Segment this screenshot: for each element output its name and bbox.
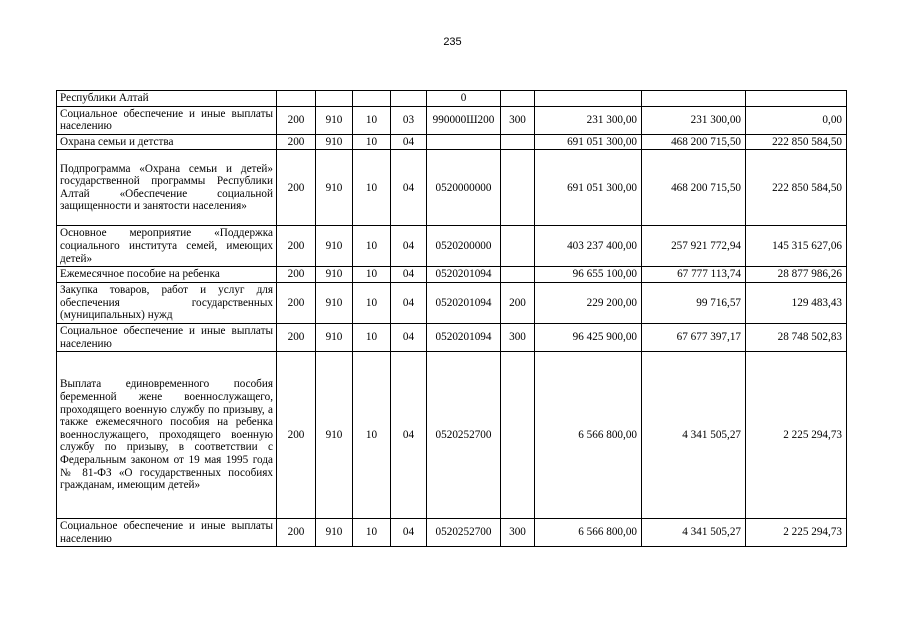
section-code: 10: [353, 519, 391, 547]
subsection-code: 04: [391, 134, 427, 150]
target-code: 0: [427, 91, 501, 107]
target-code: 0520201094: [427, 323, 501, 351]
section-code: 10: [353, 282, 391, 323]
executed-amount: 67 677 397,17: [642, 323, 746, 351]
remaining-amount: 28 877 986,26: [746, 267, 847, 283]
executed-amount: 257 921 772,94: [642, 226, 746, 267]
approved-amount: 6 566 800,00: [535, 519, 642, 547]
row-name: Республики Алтай: [57, 91, 277, 107]
approved-amount: 403 237 400,00: [535, 226, 642, 267]
dept-code: [316, 91, 353, 107]
table-row: [57, 519, 847, 547]
approved-amount: 691 051 300,00: [535, 150, 642, 226]
subsection-code: 04: [391, 352, 427, 519]
section-code: 10: [353, 226, 391, 267]
expense-type: [501, 150, 535, 226]
row-name: Основное мероприятие «Поддержка социального института семей, имеющих детей»: [57, 226, 277, 267]
target-code: 990000Ш200: [427, 106, 501, 134]
table-row: [57, 226, 847, 267]
dept-code: 910: [316, 519, 353, 547]
executed-amount: 67 777 113,74: [642, 267, 746, 283]
target-code: 0520200000: [427, 226, 501, 267]
approved-amount: 96 655 100,00: [535, 267, 642, 283]
admin-code: 200: [277, 226, 316, 267]
approved-amount: 6 566 800,00: [535, 352, 642, 519]
approved-amount: 231 300,00: [535, 106, 642, 134]
dept-code: 910: [316, 106, 353, 134]
expense-type: [501, 267, 535, 283]
expense-type: 300: [501, 106, 535, 134]
row-name: Подпрограмма «Охрана семьи и детей» государственной программы Республики Алтай «Обеспечение социальной защищенности и занятости населения»: [57, 150, 277, 226]
row-name: Социальное обеспечение и иные выплаты населению: [57, 106, 277, 134]
table-body: [57, 91, 847, 547]
remaining-amount: 222 850 584,50: [746, 134, 847, 150]
row-name: Социальное обеспечение и иные выплаты населению: [57, 323, 277, 351]
dept-code: 910: [316, 352, 353, 519]
executed-amount: 468 200 715,50: [642, 150, 746, 226]
admin-code: [277, 91, 316, 107]
target-code: 0520000000: [427, 150, 501, 226]
table-row: [57, 91, 847, 107]
remaining-amount: 129 483,43: [746, 282, 847, 323]
table-row: [57, 150, 847, 226]
executed-amount: 4 341 505,27: [642, 352, 746, 519]
subsection-code: 04: [391, 519, 427, 547]
target-code: 0520201094: [427, 267, 501, 283]
remaining-amount: 2 225 294,73: [746, 352, 847, 519]
expense-type: [501, 226, 535, 267]
target-code: 0520252700: [427, 352, 501, 519]
remaining-amount: 28 748 502,83: [746, 323, 847, 351]
section-code: 10: [353, 106, 391, 134]
subsection-code: 04: [391, 323, 427, 351]
admin-code: 200: [277, 134, 316, 150]
section-code: 10: [353, 134, 391, 150]
subsection-code: 04: [391, 150, 427, 226]
admin-code: 200: [277, 282, 316, 323]
remaining-amount: 222 850 584,50: [746, 150, 847, 226]
row-name: Закупка товаров, работ и услуг для обеспечения государственных (муниципальных) нужд: [57, 282, 277, 323]
executed-amount: 4 341 505,27: [642, 519, 746, 547]
expense-type: [501, 134, 535, 150]
admin-code: 200: [277, 106, 316, 134]
subsection-code: 04: [391, 282, 427, 323]
admin-code: 200: [277, 323, 316, 351]
table-row: [57, 267, 847, 283]
subsection-code: 04: [391, 226, 427, 267]
target-code: [427, 134, 501, 150]
remaining-amount: 2 225 294,73: [746, 519, 847, 547]
expense-type: [501, 91, 535, 107]
dept-code: 910: [316, 226, 353, 267]
budget-table: [56, 90, 847, 547]
row-name: Ежемесячное пособие на ребенка: [57, 267, 277, 283]
section-code: 10: [353, 323, 391, 351]
admin-code: 200: [277, 352, 316, 519]
executed-amount: 468 200 715,50: [642, 134, 746, 150]
section-code: 10: [353, 150, 391, 226]
target-code: 0520201094: [427, 282, 501, 323]
table-row: [57, 134, 847, 150]
section-code: 10: [353, 267, 391, 283]
subsection-code: 04: [391, 267, 427, 283]
remaining-amount: 0,00: [746, 106, 847, 134]
table-row: [57, 352, 847, 519]
expense-type: [501, 352, 535, 519]
remaining-amount: [746, 91, 847, 107]
admin-code: 200: [277, 519, 316, 547]
approved-amount: 96 425 900,00: [535, 323, 642, 351]
executed-amount: [642, 91, 746, 107]
section-code: 10: [353, 352, 391, 519]
table-row: [57, 106, 847, 134]
dept-code: 910: [316, 267, 353, 283]
row-name: Выплата единовременного пособия беременной жене военнослужащего, проходящего военную службу по призыву, а также ежемесячного пособия на ребенка военнослужащего, проходящего военную службу по призыву, в соответствии с Федеральным законом от 19 мая 1995 года № 81-ФЗ «О государственных пособиях гражданам, имеющим детей»: [57, 352, 277, 519]
section-code: [353, 91, 391, 107]
subsection-code: [391, 91, 427, 107]
expense-type: 300: [501, 323, 535, 351]
executed-amount: 99 716,57: [642, 282, 746, 323]
table-row: [57, 282, 847, 323]
page-number: 235: [443, 36, 462, 48]
subsection-code: 03: [391, 106, 427, 134]
expense-type: 300: [501, 519, 535, 547]
dept-code: 910: [316, 282, 353, 323]
row-name: Охрана семьи и детства: [57, 134, 277, 150]
row-name: Социальное обеспечение и иные выплаты населению: [57, 519, 277, 547]
target-code: 0520252700: [427, 519, 501, 547]
dept-code: 910: [316, 323, 353, 351]
dept-code: 910: [316, 150, 353, 226]
remaining-amount: 145 315 627,06: [746, 226, 847, 267]
admin-code: 200: [277, 150, 316, 226]
approved-amount: 229 200,00: [535, 282, 642, 323]
admin-code: 200: [277, 267, 316, 283]
expense-type: 200: [501, 282, 535, 323]
approved-amount: 691 051 300,00: [535, 134, 642, 150]
dept-code: 910: [316, 134, 353, 150]
approved-amount: [535, 91, 642, 107]
table-row: [57, 323, 847, 351]
executed-amount: 231 300,00: [642, 106, 746, 134]
